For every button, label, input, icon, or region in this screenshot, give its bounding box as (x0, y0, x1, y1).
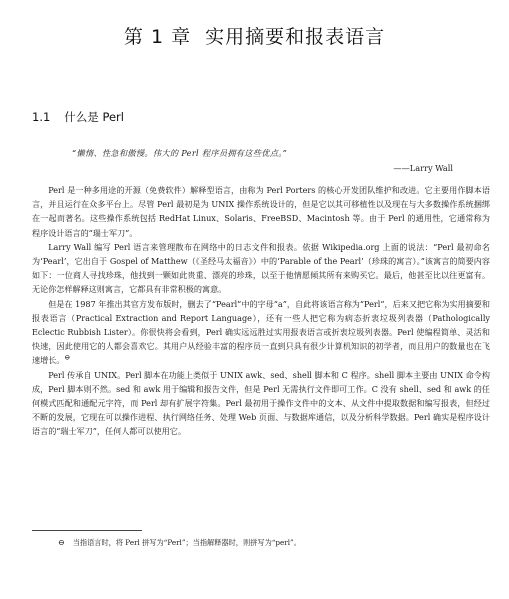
footnote-divider (32, 530, 142, 531)
paragraph-text: Perl 是一种多用途的开源（免费软件）解释型语言，由称为 Perl Porters 的核心开发团队维护和改进。它主要用作脚本语言，并且运行在众多平台上。尽管 Perl 最初是为 UNIX 操作系统设计的，但是它以其可移植性以及现在与大多数操作系统捆绑在一起而著名。这些操作系统包括 RedHat Linux、Solaris、FreeBSD、Macintosh 等。由于 Perl 的通用性，它通常称为程序设计语言的“瑞士军刀”。 (32, 185, 490, 238)
paragraph (32, 183, 490, 240)
epigraph-quote: “懒惰、性急和傲慢。伟大的 Perl 程序员拥有这些优点。” (72, 148, 288, 158)
paragraph-text: Larry Wall 编写 Perl 语言来管理散布在网络中的日志文件和报表。依据 Wikipedia.org 上面的说法：“Perl 最初命名为‘Pearl’，它出自于 Gospel of Matthew（《圣经马太福音》）中的‘Parable of the Pearl’（珍珠的寓言）。”该寓言的简要内容如下：一位商人寻找珍珠，他找到一颗如此贵重、漂亮的珍珠，以至于他情愿倾其所有来购买它。最后，他甚至比以往更富有。无论你怎样解释这则寓言，它都具有非常积极的寓意。 (32, 241, 490, 295)
paragraph (32, 297, 490, 368)
epigraph-attribution: ——Larry Wall (393, 163, 453, 173)
paragraph-text: 但是在 1987 年推出其官方发布版时，删去了“Pearl”中的字母“a”，自此将该语言称为“Perl”，后来又把它称为实用摘要和报表语言（Practical Extraction and Report Language），还有一些人把它称为病态折衷垃圾列表器（Pathologically Eclectic Rubbish Lister）。你很快将会看到，Perl 确实远远胜过实用报表语言或折衷垃圾列表器。Perl 使编程简单、灵活和快速，因此使用它的人都会喜欢它。其用户从经验丰富的程序员一直到只具有很少计算机知识的初学者，而且用户的数量也在飞速增长。 (32, 298, 490, 366)
chapter-name: 实用摘要和报表语言 (205, 26, 386, 48)
chapter-number: 第 1 章 (123, 26, 192, 48)
footnote-text: 当指语言时，将 Perl 拼写为“Perl”；当指解释器时，则拼写为“perl”。 (72, 538, 301, 547)
footnote (58, 538, 488, 548)
footnote-marker-icon: ⊖ (58, 538, 65, 547)
chapter-title (0, 22, 509, 49)
section-heading (32, 109, 124, 125)
paragraph (32, 368, 490, 439)
section-number: 1.1 (32, 110, 51, 124)
section-title: 什么是 Perl (64, 110, 124, 124)
body-text (32, 183, 490, 439)
paragraph-text: Perl 传承自 UNIX。Perl 脚本在功能上类似于 UNIX awk、sed、shell 脚本和 C 程序。shell 脚本主要由 UNIX 命令构成，Perl 脚本则不然。sed 和 awk 用于编辑和报告文件，但是 Perl 无需执行文件即可工作。C 没有 shell、sed 和 awk 的任何模式匹配和通配元字符，而 Perl 却有扩展字符集。Perl 最初用于操作文件中的文本、从文件中提取数据和编写报表，但经过不断的发展，它现在可以操作进程、执行网络任务、处理 Web 页面、与数据库通信，以及分析科学数据。Perl 确实是程序设计语言的“瑞士军刀”，任何人都可以使用它。 (32, 369, 490, 437)
paragraph (32, 240, 490, 297)
footnote-reference-icon[interactable]: ⊖ (64, 353, 71, 362)
